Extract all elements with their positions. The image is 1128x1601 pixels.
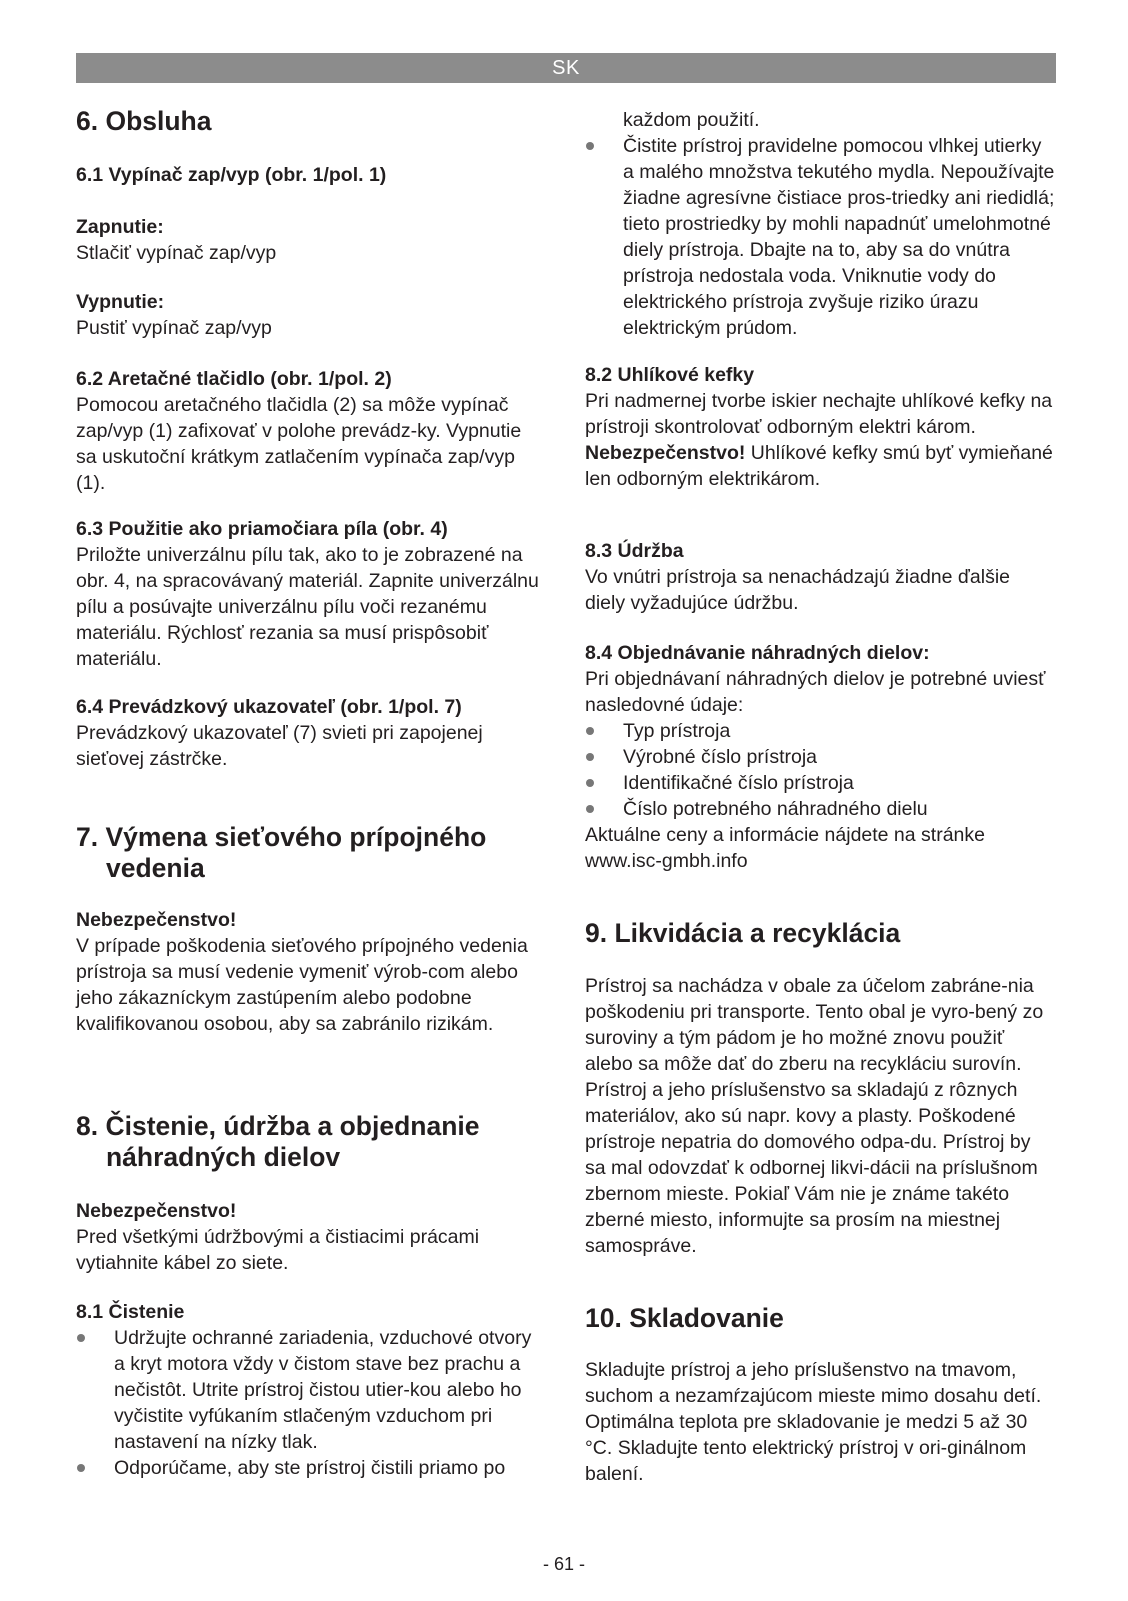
section-8-2-title: 8.2 Uhlíkové kefky <box>585 364 755 386</box>
section-8-2 <box>585 362 1055 492</box>
cleaning-list-continued <box>585 107 1055 341</box>
language-header-bar <box>76 53 1056 83</box>
section-7-number: 7. <box>76 822 99 852</box>
section-8-title <box>76 1111 576 1173</box>
list-item: Výrobné číslo prístroja <box>585 744 1055 770</box>
section-10-title: 10. Skladovanie <box>585 1303 784 1333</box>
section-8-4 <box>585 640 1055 874</box>
section-8-body <box>76 1198 546 1276</box>
switch-off-title: Vypnutie: <box>76 291 165 313</box>
switch-on-title: Zapnutie: <box>76 216 164 238</box>
section-9-title: 9. Likvidácia a recyklácia <box>585 918 901 948</box>
section-7-title <box>76 822 576 884</box>
section-8-4-intro: Pri objednávaní náhradných dielov je potrebné uviesť nasledovné údaje: <box>585 668 1046 716</box>
switch-off-text: Pustiť vypínač zap/vyp <box>76 317 272 339</box>
section-7-heading: Výmena sieťového prípojného vedenia <box>105 822 487 883</box>
section-8-3-text: Vo vnútri prístroja sa nenachádzajú žiadne ďalšie diely vyžadujúce údržbu. <box>585 566 1010 614</box>
spare-parts-list <box>585 718 1055 822</box>
section-8-4-title: 8.4 Objednávanie náhradných dielov: <box>585 642 930 664</box>
section-7-warning: Nebezpečenstvo! <box>76 909 237 931</box>
section-6-4-title: 6.4 Prevádzkový ukazovateľ (obr. 1/pol. 7) <box>76 696 462 718</box>
list-item: Číslo potrebného náhradného dielu <box>585 796 1055 822</box>
section-8-2-warning: Nebezpečenstvo! <box>585 442 746 464</box>
section-6-1-title: 6.1 Vypínač zap/vyp (obr. 1/pol. 1) <box>76 164 387 186</box>
section-6-4 <box>76 694 546 772</box>
language-label: SK <box>552 57 580 79</box>
list-item: Typ prístroja <box>585 718 1055 744</box>
section-6-2 <box>76 366 546 496</box>
list-item: Identifikačné číslo prístroja <box>585 770 1055 796</box>
section-9-text: Prístroj sa nachádza v obale za účelom zabráne-nia poškodeniu pri transporte. Tento obal je vyro-bený zo suroviny a tým pádom je ho možné znovu použiť alebo sa môže dať do zberu na recykláciu surovín. Prístroj a jeho príslušenstvo sa skladajú z rôznych materiálov, ako sú napr. kovy a plasty. Poškodené prístroje nepatria do domového odpa-du. Prístroj by sa mal odovzdať k odbornej likvi-dácii na príslušnom zbernom mieste. Pokiaľ Vám nie je známe takéto zberné miesto, informujte sa prosím na miestnej samospráve. <box>585 975 1044 1257</box>
cleaning-list <box>76 1325 546 1481</box>
section-8-number: 8. <box>76 1111 99 1141</box>
section-8-heading: Čistenie, údržba a objednanie náhradných dielov <box>105 1111 480 1172</box>
section-6-title: 6. Obsluha <box>76 106 212 136</box>
section-6-3 <box>76 516 546 672</box>
section-7-text: V prípade poškodenia sieťového prípojného vedenia prístroja sa musí vedenie vymeniť výrob-com alebo jeho zákazníckym zastúpením alebo podobne kvalifikovanou osobou, aby sa zabránilo rizikám. <box>76 935 528 1035</box>
list-item: Odporúčame, aby ste prístroj čistili priamo po <box>76 1455 546 1481</box>
section-6-4-text: Prevádzkový ukazovateľ (7) svieti pri zapojenej sieťovej zástrčke. <box>76 722 483 770</box>
list-item: Udržujte ochranné zariadenia, vzduchové otvory a kryt motora vždy v čistom stave bez prachu a nečistôt. Utrite prístroj čistou utier-kou alebo ho vyčistite vyfúkaním stlačeným vzduchom pri nastavení na nízky tlak. <box>76 1325 546 1455</box>
section-8-text: Pred všetkými údržbovými a čistiacimi prácami vytiahnite kábel zo siete. <box>76 1226 480 1274</box>
page-number: - 61 - <box>542 1554 585 1574</box>
section-8-2-warning-line <box>585 440 1055 492</box>
section-6-2-text: Pomocou aretačného tlačidla (2) sa môže vypínač zap/vyp (1) zafixovať v polohe prevádz-ky. Vypnutie sa uskutoční krátkym zatlačením vypínača zap/vyp (1). <box>76 394 522 494</box>
list-item: Čistite prístroj pravidelne pomocou vlhkej utierky a malého množstva tekutého mydla. Nepoužívajte žiadne agresívne čistiace pros-triedky ani riedidlá; tieto prostriedky by mohli napadnúť umelohmotné diely prístroja. Dbajte na to, aby sa do vnútra prístroja nedostala voda. Vniknutie vody do elektrického prístroja zvyšuje riziko úrazu elektrickým prúdom. <box>585 133 1055 341</box>
switch-off-block <box>76 289 546 341</box>
section-8-2-warning-text: Uhlíkové kefky smú byť vymieňané len odborným elektrikárom. <box>585 442 1053 490</box>
section-6-3-text: Priložte univerzálnu pílu tak, ako to je zobrazené na obr. 4, na spracovávaný materiál. Zapnite univerzálnu pílu a posúvajte univerzálnu pílu voči rezanému materiálu. Rýchlosť rezania sa musí prispôsobiť materiálu. <box>76 544 539 670</box>
section-8-3 <box>585 538 1055 616</box>
section-8-1-title: 8.1 Čistenie <box>76 1301 185 1323</box>
section-8-2-text: Pri nadmernej tvorbe iskier nechajte uhlíkové kefky na prístroji skontrolovať odborným elektri károm. <box>585 390 1053 438</box>
section-7-body <box>76 907 546 1037</box>
switch-on-text: Stlačiť vypínač zap/vyp <box>76 242 277 264</box>
section-8-1 <box>76 1299 546 1481</box>
list-item-continuation: každom použití. <box>623 109 760 131</box>
switch-on-block <box>76 214 546 266</box>
section-6-2-title: 6.2 Aretačné tlačidlo (obr. 1/pol. 2) <box>76 368 392 390</box>
cleaning-list-2 <box>585 133 1055 341</box>
section-10-text: Skladujte prístroj a jeho príslušenstvo na tmavom, suchom a nezamŕzajúcom mieste mimo dosahu detí. Optimálna teplota pre skladovanie je medzi 5 až 30 °C. Skladujte tento elektrický prístroj v ori-ginálnom balení. <box>585 1359 1042 1485</box>
section-8-3-title: 8.3 Údržba <box>585 540 684 562</box>
section-8-4-outro: Aktuálne ceny a informácie nájdete na stránke www.isc-gmbh.info <box>585 824 985 872</box>
section-8-warning: Nebezpečenstvo! <box>76 1200 237 1222</box>
section-6-3-title: 6.3 Použitie ako priamočiara píla (obr. 4) <box>76 518 448 540</box>
